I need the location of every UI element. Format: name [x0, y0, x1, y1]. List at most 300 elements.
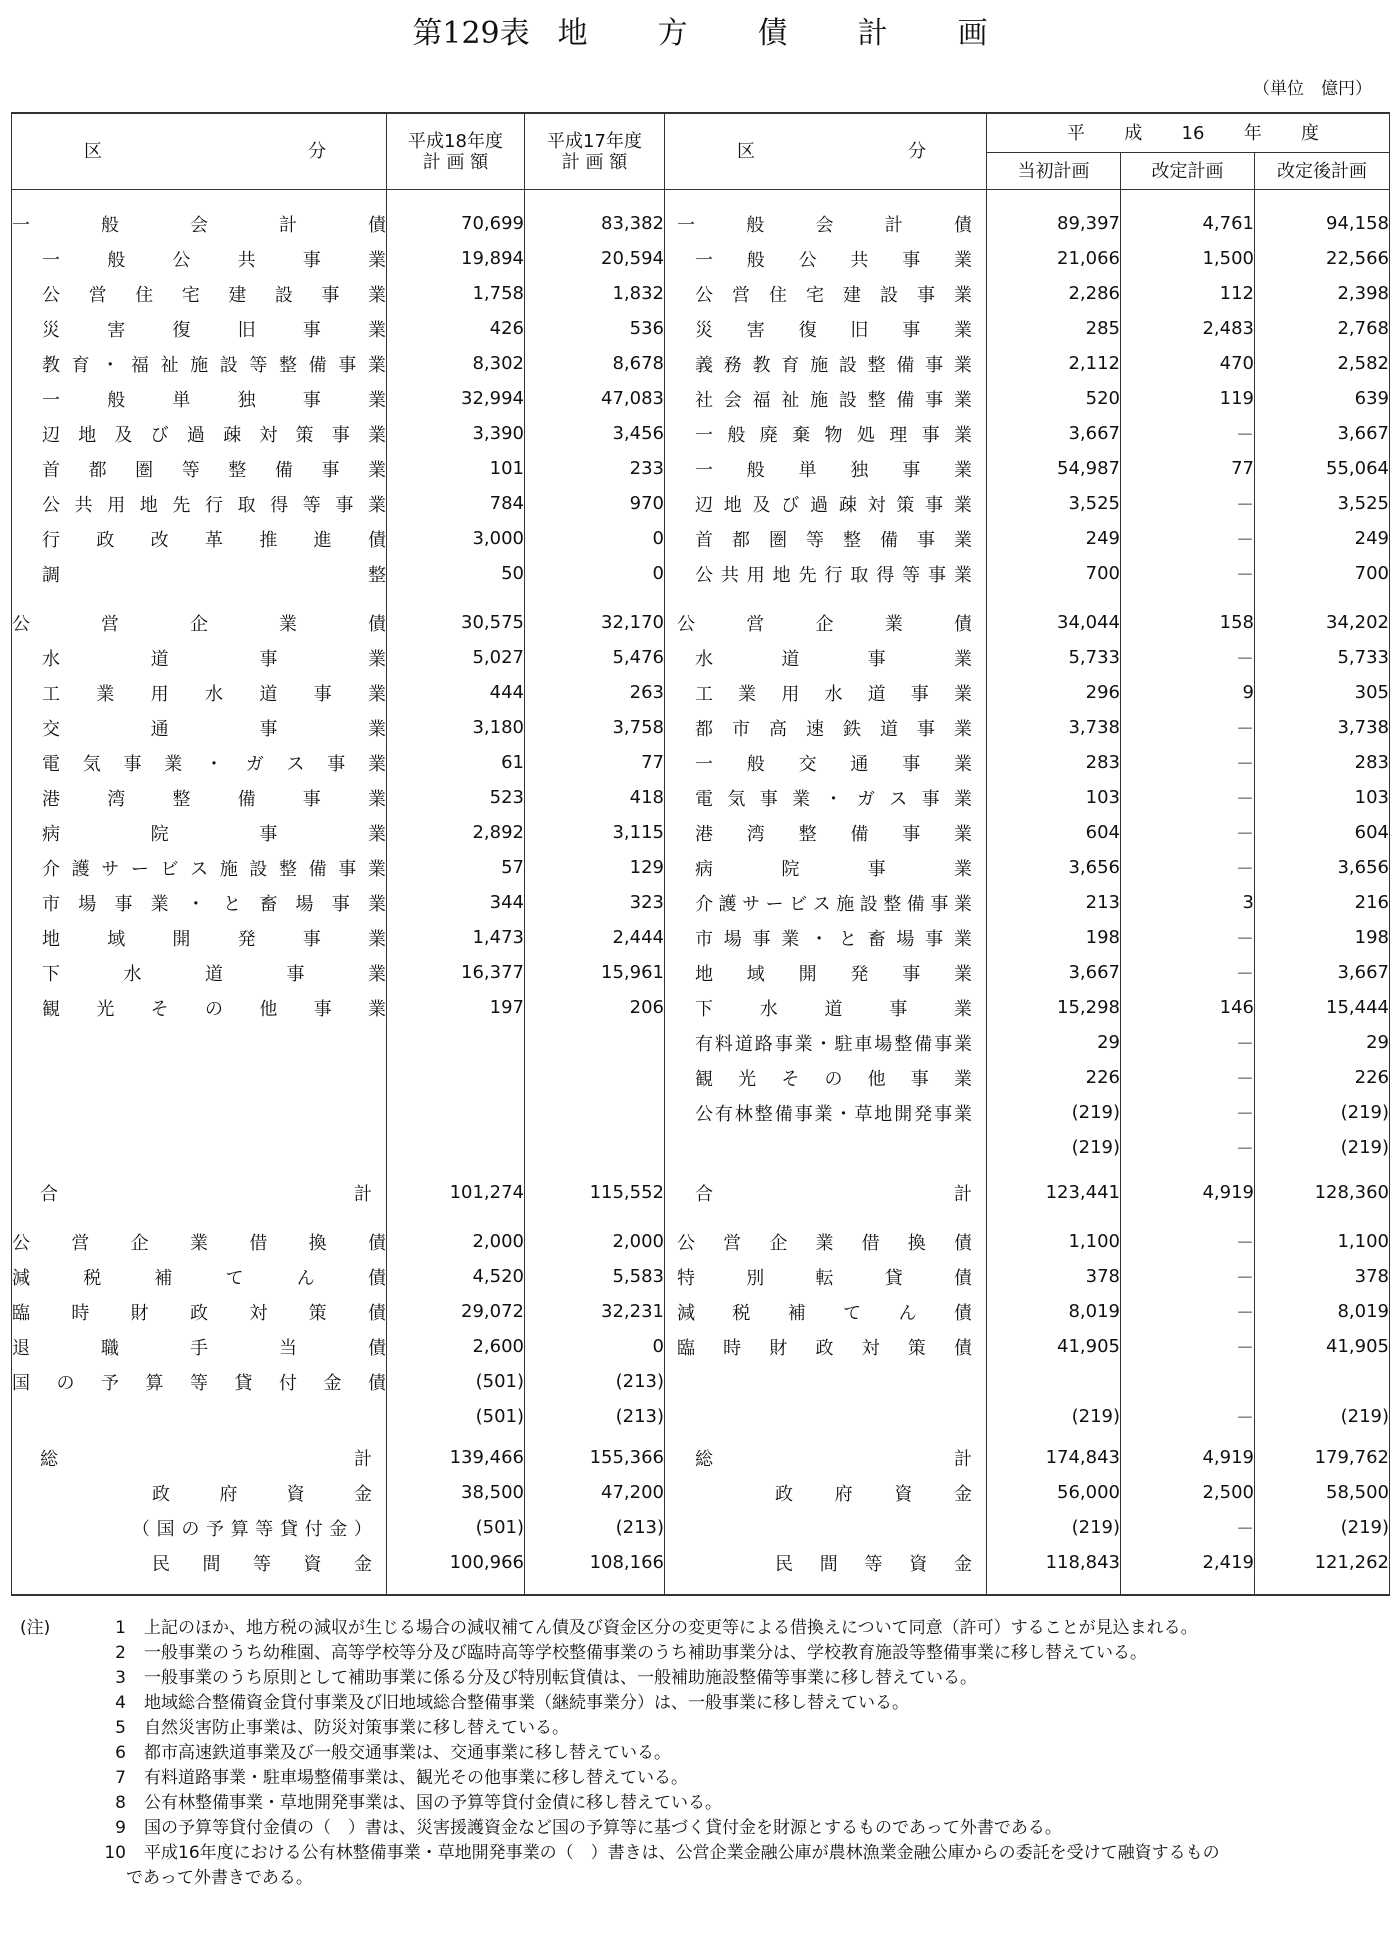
row-label: 教 育 ・ 福 祉 施 設 等 整 備 事 業 [12, 346, 387, 381]
h16-init-value: 174,843 [987, 1440, 1121, 1475]
h18-value: 1,758 [387, 276, 525, 311]
h16-init-value: 15,298 [987, 990, 1121, 1025]
h18-value [387, 1060, 525, 1095]
row-label [665, 1510, 987, 1545]
note-item: 6 都市高速鉄道事業及び一般交通事業は、交通事業に移し替えている。 [115, 1743, 671, 1763]
table-row [12, 1545, 1390, 1580]
row-label: 港 湾 整 備 事 業 [665, 815, 987, 850]
h17-value: 0 [525, 1329, 665, 1364]
h17-value: 2,000 [525, 1224, 665, 1259]
title-part: 方 [657, 16, 688, 51]
table-row [12, 1095, 1390, 1130]
h16-init-value: 89,397 [987, 206, 1121, 241]
table-row [12, 1294, 1390, 1329]
row-label: 一 般 会 計 債 [12, 206, 387, 241]
row-label: 政 府 資 金 [12, 1475, 387, 1510]
h16-after-value: 58,500 [1255, 1475, 1390, 1510]
row-label: 港 湾 整 備 事 業 [12, 780, 387, 815]
h16-rev-value: － [1121, 1224, 1255, 1259]
table-row [12, 521, 1390, 556]
h17-value: 129 [525, 850, 665, 885]
row-label: 公 営 企 業 債 [12, 605, 387, 640]
h17-value: 47,083 [525, 381, 665, 416]
header-h16-rev: 改定計画 [1121, 153, 1255, 190]
h18-value: 426 [387, 311, 525, 346]
row-label: 市 場 事 業 ・ と 畜 場 事 業 [12, 885, 387, 920]
h16-after-value: 128,360 [1255, 1175, 1390, 1210]
h16-rev-value: － [1121, 780, 1255, 815]
title-part: 計 [857, 16, 888, 51]
row-label [12, 1060, 387, 1095]
h16-after-value: 3,525 [1255, 486, 1390, 521]
note-item: 5 自然災害防止事業は、防災対策事業に移し替えている。 [115, 1718, 569, 1738]
h16-after-value: 3,656 [1255, 850, 1390, 885]
h16-rev-value: 4,919 [1121, 1440, 1255, 1475]
row-label: 都 市 高 速 鉄 道 事 業 [665, 710, 987, 745]
h16-after-value: 249 [1255, 521, 1390, 556]
h16-rev-value: － [1121, 1259, 1255, 1294]
h16-after-value: (219) [1255, 1130, 1390, 1165]
header-kubun-left: 区 分 [12, 113, 387, 190]
h16-rev-value: 3 [1121, 885, 1255, 920]
row-label: 市 場 事 業 ・ と 畜 場 事 業 [665, 920, 987, 955]
row-label: 下 水 道 事 業 [665, 990, 987, 1025]
h18-value: 38,500 [387, 1475, 525, 1510]
h17-value: 8,678 [525, 346, 665, 381]
table-row [12, 1175, 1390, 1210]
h16-init-value: 118,843 [987, 1545, 1121, 1580]
h18-value: 30,575 [387, 605, 525, 640]
row-label [665, 1364, 987, 1399]
row-label: 社 会 福 祉 施 設 整 備 事 業 [665, 381, 987, 416]
header-h16: 平 成 16 年 度 [987, 113, 1390, 153]
row-label: 公 共 用 地 先 行 取 得 等 事 業 [665, 556, 987, 591]
h16-init-value: 2,286 [987, 276, 1121, 311]
h18-value: 139,466 [387, 1440, 525, 1475]
h18-value: 1,473 [387, 920, 525, 955]
title-part: 債 [757, 16, 788, 51]
h16-rev-value: 1,500 [1121, 241, 1255, 276]
h17-value: 3,758 [525, 710, 665, 745]
h16-init-value: 520 [987, 381, 1121, 416]
table-row [12, 990, 1390, 1025]
h18-value: 70,699 [387, 206, 525, 241]
table-row [12, 241, 1390, 276]
h17-value: 15,961 [525, 955, 665, 990]
row-label: 水 道 事 業 [665, 640, 987, 675]
row-label: 一 般 会 計 債 [665, 206, 987, 241]
h17-value [525, 1130, 665, 1165]
title-part: 第129表 [412, 16, 530, 51]
h16-after-value: 2,582 [1255, 346, 1390, 381]
h16-init-value: 296 [987, 675, 1121, 710]
h16-init-value: 29 [987, 1025, 1121, 1060]
h16-init-value: 378 [987, 1259, 1121, 1294]
h18-value: 3,390 [387, 416, 525, 451]
h17-value: (213) [525, 1364, 665, 1399]
h16-init-value: 700 [987, 556, 1121, 591]
h16-rev-value: 470 [1121, 346, 1255, 381]
row-label: 首 都 圏 等 整 備 事 業 [12, 451, 387, 486]
h18-value: 784 [387, 486, 525, 521]
table-row [12, 745, 1390, 780]
h16-init-value: (219) [987, 1095, 1121, 1130]
h16-after-value: 3,738 [1255, 710, 1390, 745]
h18-value: 19,894 [387, 241, 525, 276]
h16-after-value: 22,566 [1255, 241, 1390, 276]
table-row [12, 451, 1390, 486]
row-label: 一 般 公 共 事 業 [12, 241, 387, 276]
h16-after-value: 198 [1255, 920, 1390, 955]
table-row [12, 1224, 1390, 1259]
h16-rev-value: － [1121, 1329, 1255, 1364]
h16-after-value: 15,444 [1255, 990, 1390, 1025]
h16-after-value: 8,019 [1255, 1294, 1390, 1329]
row-label [12, 1025, 387, 1060]
h16-after-value: 226 [1255, 1060, 1390, 1095]
h17-value: 263 [525, 675, 665, 710]
row-label: 総 計 [665, 1440, 987, 1475]
row-label: 有 料 道 路 事 業 ・ 駐 車 場 整 備 事 業 [665, 1025, 987, 1060]
header-h18: 平成18年度 計 画 額 [387, 113, 525, 190]
h16-after-value: 55,064 [1255, 451, 1390, 486]
row-label [12, 1399, 387, 1434]
row-label: 介 護 サ ー ビ ス 施 設 整 備 事 業 [12, 850, 387, 885]
h16-after-value: 29 [1255, 1025, 1390, 1060]
h16-rev-value: － [1121, 640, 1255, 675]
row-label: 電 気 事 業 ・ ガ ス 事 業 [665, 780, 987, 815]
h16-init-value: 604 [987, 815, 1121, 850]
h18-value: 57 [387, 850, 525, 885]
h16-rev-value: 112 [1121, 276, 1255, 311]
note-item: 8 公有林整備事業・草地開発事業は、国の予算等貸付金債に移し替えている。 [115, 1793, 722, 1813]
table-row [12, 1130, 1390, 1165]
h17-value: 5,476 [525, 640, 665, 675]
h17-value: 5,583 [525, 1259, 665, 1294]
row-label: 公 営 企 業 借 換 債 [12, 1224, 387, 1259]
row-label: 一 般 単 独 事 業 [665, 451, 987, 486]
table-row [12, 780, 1390, 815]
h18-value: 3,000 [387, 521, 525, 556]
table-row [12, 276, 1390, 311]
h16-init-value: 5,733 [987, 640, 1121, 675]
h17-value: (213) [525, 1510, 665, 1545]
h18-value: 4,520 [387, 1259, 525, 1294]
h17-value: (213) [525, 1399, 665, 1434]
h18-value: 8,302 [387, 346, 525, 381]
table-row [12, 1060, 1390, 1095]
h16-init-value: 3,656 [987, 850, 1121, 885]
row-label: 国 の 予 算 等 貸 付 金 債 [12, 1364, 387, 1399]
h17-value: 1,832 [525, 276, 665, 311]
h16-after-value: 94,158 [1255, 206, 1390, 241]
title-part: 地 [557, 16, 588, 51]
h16-init-value: (219) [987, 1130, 1121, 1165]
table-row [12, 885, 1390, 920]
row-label: 病 院 事 業 [665, 850, 987, 885]
table-row [12, 381, 1390, 416]
h16-rev-value: － [1121, 1095, 1255, 1130]
h16-after-value: 216 [1255, 885, 1390, 920]
table-row [12, 311, 1390, 346]
note-continuation: であって外書きである。 [126, 1868, 313, 1888]
h18-value: 16,377 [387, 955, 525, 990]
h16-after-value: (219) [1255, 1095, 1390, 1130]
row-label: 公 共 用 地 先 行 取 得 等 事 業 [12, 486, 387, 521]
table-row [12, 486, 1390, 521]
row-label [12, 1130, 387, 1165]
h18-value: 523 [387, 780, 525, 815]
h16-init-value [987, 1364, 1121, 1399]
row-label [665, 1130, 987, 1165]
h16-init-value: 3,525 [987, 486, 1121, 521]
h16-after-value: 283 [1255, 745, 1390, 780]
h16-rev-value: 2,483 [1121, 311, 1255, 346]
row-label: 公 営 住 宅 建 設 事 業 [665, 276, 987, 311]
h18-value: 101,274 [387, 1175, 525, 1210]
h16-init-value: 54,987 [987, 451, 1121, 486]
h17-value: 20,594 [525, 241, 665, 276]
h16-rev-value: － [1121, 1130, 1255, 1165]
row-label: 工 業 用 水 道 事 業 [665, 675, 987, 710]
h16-rev-value: － [1121, 416, 1255, 451]
row-label: 水 道 事 業 [12, 640, 387, 675]
row-label: 合 計 [665, 1175, 987, 1210]
h18-value: 444 [387, 675, 525, 710]
h18-value: 3,180 [387, 710, 525, 745]
row-label: （ 国 の 予 算 等 貸 付 金 ） [12, 1510, 387, 1545]
h17-value: 233 [525, 451, 665, 486]
h16-rev-value: － [1121, 850, 1255, 885]
header-h17: 平成17年度 計 画 額 [525, 113, 665, 190]
h17-value: 32,231 [525, 1294, 665, 1329]
h17-value: 970 [525, 486, 665, 521]
h16-init-value: 56,000 [987, 1475, 1121, 1510]
h16-after-value: 378 [1255, 1259, 1390, 1294]
h16-init-value: 3,667 [987, 955, 1121, 990]
row-label: 臨 時 財 政 対 策 債 [12, 1294, 387, 1329]
h17-value: 77 [525, 745, 665, 780]
h16-init-value: 3,667 [987, 416, 1121, 451]
row-label: 減 税 補 て ん 債 [665, 1294, 987, 1329]
h17-value [525, 1095, 665, 1130]
h17-value: 83,382 [525, 206, 665, 241]
h17-value [525, 1060, 665, 1095]
h17-value: 115,552 [525, 1175, 665, 1210]
h17-value: 3,115 [525, 815, 665, 850]
h18-value [387, 1025, 525, 1060]
row-label: 行 政 改 革 推 進 債 [12, 521, 387, 556]
notes-section [20, 1616, 1390, 1891]
note-item: 10 平成16年度における公有林整備事業・草地開発事業の（ ）書きは、公営企業金融公庫が農林漁業金融公庫からの委託を受けて融資するもの [104, 1843, 1220, 1863]
h17-value: 536 [525, 311, 665, 346]
h18-value: 2,600 [387, 1329, 525, 1364]
h17-value: 418 [525, 780, 665, 815]
h16-after-value: 604 [1255, 815, 1390, 850]
row-label: 地 域 開 発 事 業 [665, 955, 987, 990]
row-label: 公 営 住 宅 建 設 事 業 [12, 276, 387, 311]
table-row [12, 556, 1390, 591]
note-item: 2 一般事業のうち幼稚園、高等学校等分及び臨時高等学校整備事業のうち補助事業分は、学校教育施設等整備事業に移し替えている。 [115, 1643, 1147, 1663]
row-label: 災 害 復 旧 事 業 [12, 311, 387, 346]
table-row [12, 1399, 1390, 1434]
h17-value: 47,200 [525, 1475, 665, 1510]
row-label: 減 税 補 て ん 債 [12, 1259, 387, 1294]
h16-init-value: 2,112 [987, 346, 1121, 381]
h18-value: 197 [387, 990, 525, 1025]
table-row [12, 1025, 1390, 1060]
h18-value: (501) [387, 1510, 525, 1545]
note-item: (注) 1 上記のほか、地方税の減収が生じる場合の減収補てん債及び資金区分の変更等による借換えについて同意（許可）することが見込まれる。 [20, 1618, 1198, 1638]
table-row [12, 206, 1390, 241]
h16-init-value: (219) [987, 1399, 1121, 1434]
h17-value: 3,456 [525, 416, 665, 451]
h18-value: 2,892 [387, 815, 525, 850]
h16-rev-value [1121, 1364, 1255, 1399]
table-row [12, 1510, 1390, 1545]
h17-value: 206 [525, 990, 665, 1025]
row-label: 公 営 企 業 借 換 債 [665, 1224, 987, 1259]
h16-after-value: 103 [1255, 780, 1390, 815]
page-title [0, 8, 1400, 52]
row-label: 公 営 企 業 債 [665, 605, 987, 640]
row-label: 退 職 手 当 債 [12, 1329, 387, 1364]
table-row [12, 955, 1390, 990]
h16-after-value: 639 [1255, 381, 1390, 416]
table-row [12, 1475, 1390, 1510]
h16-rev-value: － [1121, 710, 1255, 745]
h16-rev-value: 2,500 [1121, 1475, 1255, 1510]
h16-rev-value: － [1121, 486, 1255, 521]
h16-after-value: 1,100 [1255, 1224, 1390, 1259]
h16-after-value: (219) [1255, 1510, 1390, 1545]
h16-rev-value: － [1121, 815, 1255, 850]
h16-after-value: 3,667 [1255, 955, 1390, 990]
row-label: 一 般 交 通 事 業 [665, 745, 987, 780]
row-label: 首 都 圏 等 整 備 事 業 [665, 521, 987, 556]
row-label: 政 府 資 金 [665, 1475, 987, 1510]
h16-after-value: 305 [1255, 675, 1390, 710]
row-label: 観 光 そ の 他 事 業 [12, 990, 387, 1025]
h18-value: 100,966 [387, 1545, 525, 1580]
h16-after-value: (219) [1255, 1399, 1390, 1434]
row-label: 臨 時 財 政 対 策 債 [665, 1329, 987, 1364]
h18-value: (501) [387, 1364, 525, 1399]
h16-after-value: 34,202 [1255, 605, 1390, 640]
h17-value: 323 [525, 885, 665, 920]
row-label: 調 整 [12, 556, 387, 591]
h18-value [387, 1130, 525, 1165]
table-row [12, 675, 1390, 710]
h16-rev-value: － [1121, 955, 1255, 990]
h16-after-value: 5,733 [1255, 640, 1390, 675]
h17-value: 108,166 [525, 1545, 665, 1580]
h16-rev-value: 77 [1121, 451, 1255, 486]
table-row [12, 920, 1390, 955]
bond-plan-table [11, 112, 1390, 1596]
row-label: 観 光 そ の 他 事 業 [665, 1060, 987, 1095]
h16-init-value: 285 [987, 311, 1121, 346]
h16-init-value: 213 [987, 885, 1121, 920]
row-label [12, 1095, 387, 1130]
h16-rev-value: 9 [1121, 675, 1255, 710]
unit-label: （単位 億円） [1253, 79, 1372, 99]
h17-value: 0 [525, 556, 665, 591]
h18-value: 32,994 [387, 381, 525, 416]
row-label: 災 害 復 旧 事 業 [665, 311, 987, 346]
note-item: 7 有料道路事業・駐車場整備事業は、観光その他事業に移し替えている。 [115, 1768, 688, 1788]
h16-rev-value: － [1121, 1294, 1255, 1329]
row-label: 民 間 等 資 金 [12, 1545, 387, 1580]
row-label: 下 水 道 事 業 [12, 955, 387, 990]
h17-value: 0 [525, 521, 665, 556]
h18-value: 344 [387, 885, 525, 920]
row-label: 一 般 単 独 事 業 [12, 381, 387, 416]
table-row [12, 850, 1390, 885]
h18-value: (501) [387, 1399, 525, 1434]
h17-value: 32,170 [525, 605, 665, 640]
h18-value: 101 [387, 451, 525, 486]
h16-init-value: 21,066 [987, 241, 1121, 276]
row-label: 辺 地 及 び 過 疎 対 策 事 業 [12, 416, 387, 451]
h16-rev-value: － [1121, 1060, 1255, 1095]
h16-init-value: 103 [987, 780, 1121, 815]
h18-value: 61 [387, 745, 525, 780]
h16-after-value: 3,667 [1255, 416, 1390, 451]
h16-rev-value: 119 [1121, 381, 1255, 416]
title-part: 画 [957, 16, 988, 51]
row-label: 工 業 用 水 道 事 業 [12, 675, 387, 710]
h16-init-value: 123,441 [987, 1175, 1121, 1210]
h16-init-value: 198 [987, 920, 1121, 955]
h18-value: 29,072 [387, 1294, 525, 1329]
row-label: 地 域 開 発 事 業 [12, 920, 387, 955]
row-label: 一 般 廃 棄 物 処 理 事 業 [665, 416, 987, 451]
table-row [12, 1364, 1390, 1399]
h16-init-value: 34,044 [987, 605, 1121, 640]
h17-value: 2,444 [525, 920, 665, 955]
row-label: 病 院 事 業 [12, 815, 387, 850]
table-row [12, 815, 1390, 850]
h16-after-value: 2,398 [1255, 276, 1390, 311]
row-label: 義 務 教 育 施 設 整 備 事 業 [665, 346, 987, 381]
h18-value: 5,027 [387, 640, 525, 675]
h16-init-value: 3,738 [987, 710, 1121, 745]
h16-init-value: 226 [987, 1060, 1121, 1095]
h16-rev-value: － [1121, 745, 1255, 780]
h16-rev-value: 146 [1121, 990, 1255, 1025]
h16-after-value [1255, 1364, 1390, 1399]
note-item: 9 国の予算等貸付金債の（ ）書は、災害援護資金など国の予算等に基づく貸付金を財源とするものであって外書である。 [115, 1818, 1062, 1838]
h16-rev-value: － [1121, 920, 1255, 955]
table-row [12, 710, 1390, 745]
row-label: 民 間 等 資 金 [665, 1545, 987, 1580]
row-label: 辺 地 及 び 過 疎 対 策 事 業 [665, 486, 987, 521]
h18-value: 50 [387, 556, 525, 591]
note-item: 3 一般事業のうち原則として補助事業に係る分及び特別転貸債は、一般補助施設整備等事業に移し替えている。 [115, 1668, 977, 1688]
h17-value [525, 1025, 665, 1060]
row-label: 介 護 サ ー ビ ス 施 設 整 備 事 業 [665, 885, 987, 920]
table-row [12, 640, 1390, 675]
row-label: 電 気 事 業 ・ ガ ス 事 業 [12, 745, 387, 780]
h16-rev-value: － [1121, 556, 1255, 591]
table-row [12, 416, 1390, 451]
h16-init-value: 283 [987, 745, 1121, 780]
h16-rev-value: － [1121, 1025, 1255, 1060]
table-row [12, 605, 1390, 640]
header-kubun-right: 区 分 [665, 113, 987, 190]
h16-init-value: 249 [987, 521, 1121, 556]
